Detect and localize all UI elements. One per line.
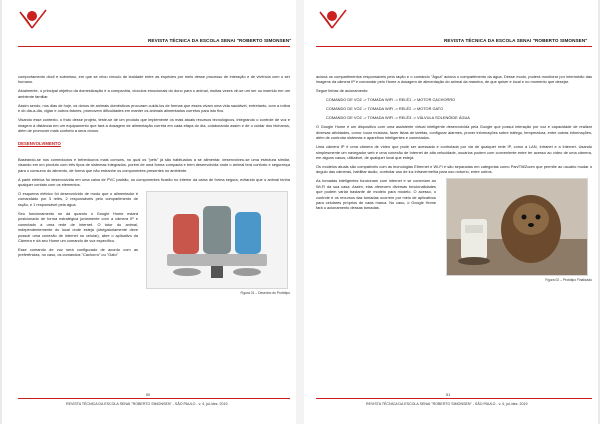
page-header-title: REVISTA TÉCNICA DA ESCOLA SENAI "ROBERTO SIMONSEN" — [148, 38, 292, 43]
right-text-column — [316, 74, 592, 282]
footer-text: REVISTA TÉCNICA DA ESCOLA SENAI "ROBERTO SIMONSEN" - SÃO PAULO - v. 4, jul./dez. 2019 — [66, 402, 228, 406]
paragraph: O esquema elétrico foi desenvolvido de modo que o alimentador é comandado por 3 relés, 2 responsáveis pelo compartimento de ração, e 1 responsável pela água. — [18, 191, 138, 207]
right-page — [304, 0, 598, 424]
paragraph: Uma câmera IP é uma câmera de vídeo que pode ser acessada e controlada por via de qualquer rede IP, como a LAN, Intranet e a Internet. Usando simplesmente um navegador web e uma conexão de Internet de alta velocidade, usuários podem com conveniente entre ter acesso ao vídeo de uma câmera, em alguns casos, utilizável, de qualquer local que esteja. — [316, 144, 592, 161]
paragraph: Esse comando de voz será configurado de acordo com as preferências, no caso, os comandos "Cachorro" ou "Gato" — [18, 246, 138, 258]
prototype-drawing-image — [146, 191, 288, 289]
footer-divider — [316, 398, 592, 399]
section-title: DESENVOLVIMENTO — [18, 141, 61, 147]
prototype-photo-image — [446, 178, 588, 276]
bullet-item: COMANDO DE VOZ -> TOMADA WIFI -> RELÉ1 -> MOTOR CACHORRO — [326, 97, 456, 103]
journal-logo-icon — [318, 4, 348, 34]
text-figure-row — [18, 191, 290, 295]
paragraph: Atualmente, o principal objetivo da domesticação é a companhia, vínculos emocionais do dono para o animal, muitas vezes vê-se um ser ou inserido em um ambiente familiar. — [18, 88, 290, 99]
split-text — [18, 191, 138, 295]
footer-text: REVISTA TÉCNICA DA ESCOLA SENAI "ROBERTO SIMONSEN" - SÃO PAULO - v. 4, jul./dez. 2019 — [366, 402, 528, 406]
figure-caption: Figura 02 – Protótipo Finalizado — [545, 278, 592, 283]
paragraph: Segue linhas de acionamento: — [316, 88, 369, 94]
paragraph: Os modelos atuais são compatíveis com as tecnologias Ethernet e Wi-Fi e são separadas em categorias como Pan/Tilt/Zoom que permite ao usuário mudar o ângulo das câmeras, habilitar áudio, controlar uso de luz infravermelha para uso noturno, entre outros. — [316, 164, 592, 175]
page-header-title: REVISTA TÉCNICA DA ESCOLA SENAI "ROBERTO SIMONSEN" — [444, 38, 588, 43]
bullet-item: COMANDO DE VOZ -> TOMADA WIFI -> RELÉ3 -> VÁLVULA SOLENÓIDE ÁGUA — [326, 115, 470, 121]
paragraph: Assim sendo, nos dias de hoje, os donos de animais domésticos procuram cuidá-los de formas que esses vivam uma vida saudável, entretanto, com a rotina e do dia-a-dia, vigiar e outros fatores, promovem dificuldades em manter os animais alimentados corretos para isto fixo. — [18, 102, 290, 114]
page-gutter — [296, 0, 304, 424]
header-divider — [18, 46, 290, 47]
header-divider — [316, 46, 592, 47]
page-number: 51 — [446, 393, 451, 397]
paragraph: comportamento dócil e submisso, em que se criou vínculo de lealdade entre as espécies por meio desse processo de interação e de vivência com o ser humano. — [18, 74, 290, 85]
left-page — [2, 0, 296, 424]
footer-divider — [18, 398, 290, 399]
paragraph: Seu funcionamento se dá quando o Google Home estará posicionado de forma estratégica juntamente com a câmera IP e conectado à uma rede de internet. O tutor do animal, independentemente do local onde esteja (obrigatoriamente deve possuir uma conexão de internet no celular), abre o aplicativo da Câmera e dá seu Home um comando de voz específico. — [18, 210, 138, 243]
paragraph: aciona os compartimentos responsáveis pela ração e o comando "Água" aciona o compartimento da água. Desse modo, poderá monitorar por intermédio das imagens da câmera IP e comandar pelo Home a dosagem de alimentação do animal da maneira, de que quiser e local e no momento que desejar. — [316, 74, 592, 85]
left-text-column — [18, 74, 290, 295]
figure-2 — [442, 178, 592, 282]
paragraph: O Google Home é um dispositivo com uma assistente virtual inteligente desenvolvida pela Google que possui interação por voz e capacidade de realizar diversas atividades, como: tocar músicas, fazer listas de tarefas, configurar alarmes, prover informações sobre tráfego, temperatura, entre outras informações, além de controlar sistemas e aparelhos inteligentes e conectados. — [316, 124, 592, 141]
text-figure-row — [316, 178, 592, 282]
paragraph: A parte elétrica foi desenvolvida em uma caixa de PVC padrão, os componentes ficarão no interior da caixa de forma segura, evitando que o animal tenha qualquer contato com os elementos. — [18, 176, 290, 188]
bullet-item: COMANDO DE VOZ -> TOMADA WIFI -> RELÉ2 -> MOTOR GATO — [326, 106, 444, 112]
journal-logo-icon — [18, 4, 48, 34]
paragraph: As tomadas inteligentes funcionam com internet e se conectam ao Wi-Fi da sua casa. Assim, elas oferecem diversas funcionalidades que podem variar bastante de modelo para modelo. O acesso, o controle e os recursos das tomadas ocorrem por meio de aplicativos para celulares próprios de cada marca. No caso, o Google Home fará o acionamento dessas tomadas. — [316, 178, 436, 211]
paragraph: Visando esse contexto, o fruto desse projeto, teste-se de um produto que implemente os mais atuais recursos tecnológicos, integrando o controle de voz e imagem à distância em um equipamento que fará a dosagem de alimentação correta em cada etapa do dia, colaborando assim e de o cuidar dos bichanos, além de promover mais conforto a seus donos. — [18, 117, 290, 134]
split-text — [316, 178, 436, 282]
page-number: 50 — [146, 393, 151, 397]
figure-1 — [144, 191, 290, 295]
paragraph: Baseando-se nos comedouros e bebedouros mais comuns, no qual os "pets" já são habituados a se alimentar, desenvolveu-se uma estrutura similar, visando em um produto com três tipos de sistemas integrados, porém de uma forma compacta e bem desenvolvida onde o animal terá conforto e segurança para o consumo do alimento, de forma que não estranhe os componentes presentes no ambiente. — [18, 156, 290, 173]
figure-caption: Figura 01 – Desenho do Protótipo — [240, 291, 290, 296]
